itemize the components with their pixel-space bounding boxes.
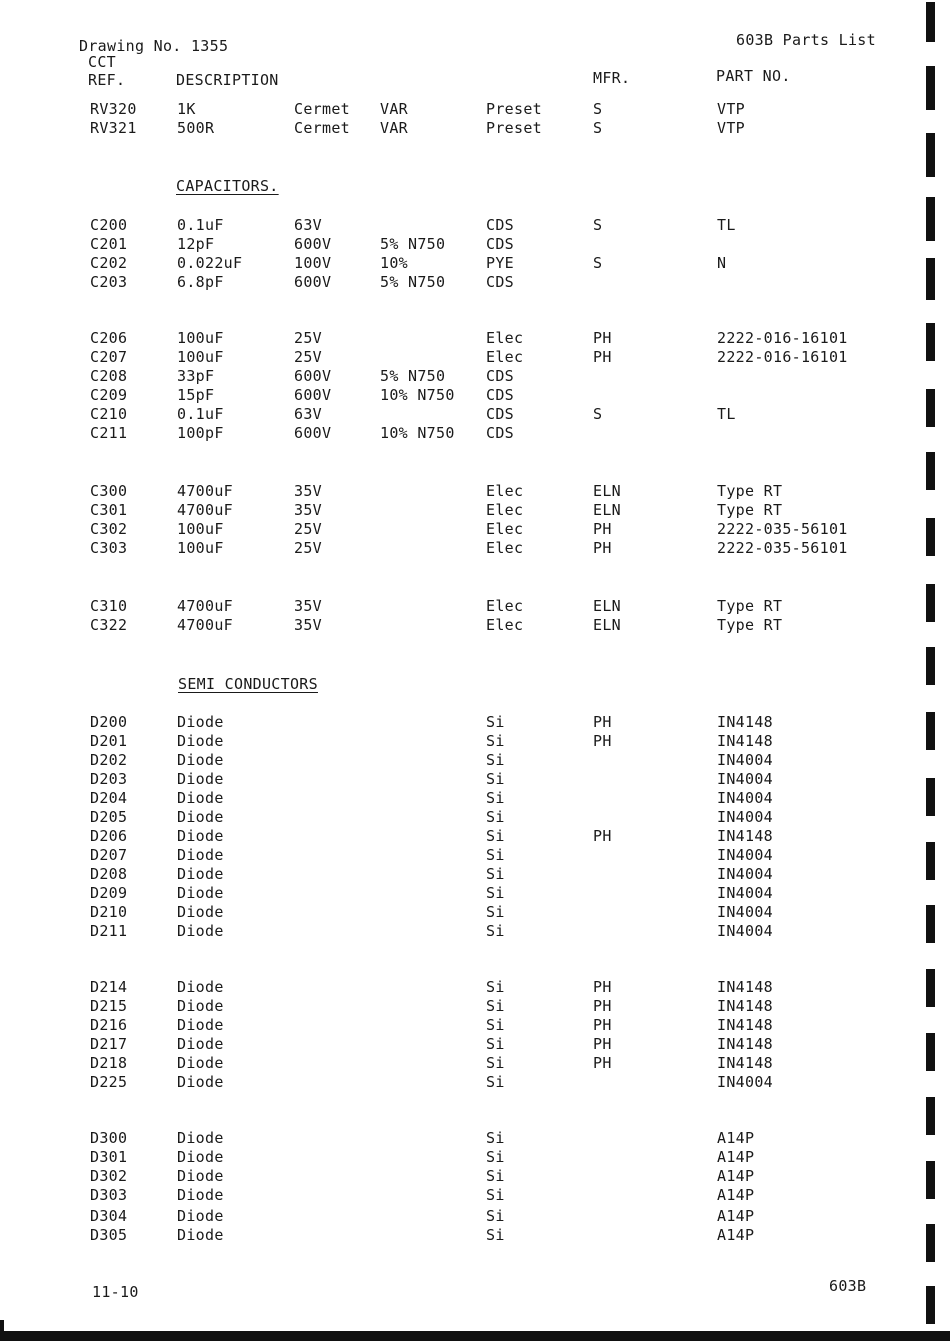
ref-cell: D304 [90, 1207, 128, 1225]
rating-cell: 600V [294, 235, 332, 253]
ref-cell: D305 [90, 1226, 128, 1244]
part-number-cell: A14P [717, 1186, 755, 1204]
part-number-cell: A14P [717, 1207, 755, 1225]
tolerance-cell: 5% N750 [380, 273, 446, 291]
table-row [0, 501, 900, 520]
type-cell: Si [486, 1129, 505, 1147]
mfr-cell: ELN [593, 482, 621, 500]
tolerance-cell: 10% [380, 254, 408, 272]
description-cell: 0.1uF [177, 216, 224, 234]
table-row [0, 386, 900, 405]
rating-cell: 600V [294, 386, 332, 404]
table-row [0, 482, 900, 501]
margin-bar [926, 1097, 935, 1135]
type-cell: Si [486, 770, 505, 788]
margin-bar [926, 133, 935, 177]
description-cell: 0.1uF [177, 405, 224, 423]
type-cell: Si [486, 1016, 505, 1034]
ref-cell: D205 [90, 808, 128, 826]
mfr-cell: PH [593, 348, 612, 366]
rating-cell: 600V [294, 424, 332, 442]
rating-cell: 600V [294, 273, 332, 291]
mfr-cell: ELN [593, 501, 621, 519]
drawing-number: Drawing No. 1355 [79, 37, 229, 55]
mfr-cell: PH [593, 713, 612, 731]
margin-bar [926, 66, 935, 110]
ref-cell: C210 [90, 405, 128, 423]
type-cell: PYE [486, 254, 514, 272]
ref-cell: C303 [90, 539, 128, 557]
description-cell: Diode [177, 846, 224, 864]
ref-cell: RV320 [90, 100, 137, 118]
ref-cell: C300 [90, 482, 128, 500]
ref-cell: D216 [90, 1016, 128, 1034]
description-cell: Diode [177, 884, 224, 902]
description-cell: Diode [177, 1054, 224, 1072]
model-number: 603B [829, 1277, 867, 1295]
ref-cell: D215 [90, 997, 128, 1015]
ref-cell: C209 [90, 386, 128, 404]
description-cell: 4700uF [177, 482, 233, 500]
type-cell: Si [486, 978, 505, 996]
margin-bar [926, 323, 935, 361]
table-row [0, 273, 900, 292]
type-cell: Si [486, 865, 505, 883]
margin-bar [926, 905, 935, 943]
parts-list-title: 603B Parts List [736, 31, 876, 49]
page-number: 11-10 [92, 1283, 139, 1301]
part-number-cell: IN4148 [717, 732, 773, 750]
description-cell: 100uF [177, 539, 224, 557]
description-cell: Diode [177, 1035, 224, 1053]
table-row [0, 367, 900, 386]
ref-cell: D201 [90, 732, 128, 750]
part-number-cell: IN4004 [717, 903, 773, 921]
part-number-cell: VTP [717, 119, 745, 137]
table-row [0, 1167, 900, 1186]
type-cell: Si [486, 903, 505, 921]
tolerance-cell: 10% N750 [380, 386, 455, 404]
margin-bar [926, 1033, 935, 1071]
part-number-cell: 2222-035-56101 [717, 539, 848, 557]
mfr-cell: S [593, 100, 603, 118]
mfr-cell: PH [593, 978, 612, 996]
type-cell: Elec [486, 616, 524, 634]
type-cell: Si [486, 1207, 505, 1225]
ref-cell: D218 [90, 1054, 128, 1072]
type-cell: Elec [486, 539, 524, 557]
part-number-cell: TL [717, 405, 736, 423]
mfr-cell: S [593, 216, 603, 234]
ref-cell: D302 [90, 1167, 128, 1185]
ref-cell: D200 [90, 713, 128, 731]
type-cell: Elec [486, 329, 524, 347]
part-number-cell: IN4148 [717, 978, 773, 996]
table-row [0, 119, 900, 138]
part-number-cell: IN4004 [717, 808, 773, 826]
rating-cell: 100V [294, 254, 332, 272]
part-number-cell: A14P [717, 1129, 755, 1147]
rating-cell: 25V [294, 348, 322, 366]
margin-bar [926, 1286, 935, 1324]
rating-cell: 63V [294, 216, 322, 234]
ref-cell: C200 [90, 216, 128, 234]
margin-bar [926, 452, 935, 490]
part-number-cell: A14P [717, 1226, 755, 1244]
ref-cell: C206 [90, 329, 128, 347]
margin-bar [926, 389, 935, 427]
table-row [0, 616, 900, 635]
part-number-cell: IN4004 [717, 770, 773, 788]
rating-cell: 35V [294, 501, 322, 519]
part-number-cell: IN4148 [717, 827, 773, 845]
ref-cell: RV321 [90, 119, 137, 137]
part-number-cell: Type RT [717, 501, 783, 519]
description-cell: 1K [177, 100, 196, 118]
description-cell: 4700uF [177, 616, 233, 634]
description-cell: Diode [177, 789, 224, 807]
rating-cell: Cermet [294, 119, 350, 137]
description-cell: Diode [177, 732, 224, 750]
table-row [0, 1186, 900, 1205]
ref-cell: D303 [90, 1186, 128, 1204]
description-cell: Diode [177, 1207, 224, 1225]
margin-bar [926, 1161, 935, 1199]
section-heading-capacitors: CAPACITORS. [176, 177, 279, 195]
table-row [0, 405, 900, 424]
type-cell: CDS [486, 424, 514, 442]
mfr-cell: PH [593, 1054, 612, 1072]
table-row [0, 1035, 900, 1054]
rating-cell: 35V [294, 482, 322, 500]
ref-cell: D203 [90, 770, 128, 788]
type-cell: Si [486, 1148, 505, 1166]
type-cell: Elec [486, 520, 524, 538]
table-row [0, 846, 900, 865]
table-row [0, 254, 900, 273]
part-number-cell: IN4148 [717, 1016, 773, 1034]
part-number-cell: 2222-035-56101 [717, 520, 848, 538]
margin-bar [926, 969, 935, 1007]
mfr-cell: PH [593, 329, 612, 347]
description-cell: Diode [177, 978, 224, 996]
ref-cell: C310 [90, 597, 128, 615]
table-row [0, 1054, 900, 1073]
mfr-cell: PH [593, 539, 612, 557]
column-header-part-no: PART NO. [716, 67, 791, 85]
table-row [0, 789, 900, 808]
part-number-cell: IN4004 [717, 1073, 773, 1091]
ref-cell: D214 [90, 978, 128, 996]
column-header-cct: CCT [88, 53, 116, 71]
rating-cell: 35V [294, 597, 322, 615]
part-number-cell: N [717, 254, 727, 272]
table-row [0, 978, 900, 997]
table-row [0, 1016, 900, 1035]
type-cell: Si [486, 827, 505, 845]
mfr-cell: PH [593, 520, 612, 538]
type-cell: Si [486, 751, 505, 769]
tolerance-cell: 5% N750 [380, 367, 446, 385]
type-cell: Si [486, 732, 505, 750]
table-row [0, 1207, 900, 1226]
tolerance-cell: VAR [380, 100, 408, 118]
margin-bar [926, 584, 935, 622]
part-number-cell: IN4148 [717, 1035, 773, 1053]
edge-mark [0, 1320, 4, 1341]
table-row [0, 751, 900, 770]
table-row [0, 100, 900, 119]
type-cell: Elec [486, 501, 524, 519]
type-cell: Si [486, 1226, 505, 1244]
ref-cell: D211 [90, 922, 128, 940]
rating-cell: 600V [294, 367, 332, 385]
ref-cell: C201 [90, 235, 128, 253]
mfr-cell: PH [593, 997, 612, 1015]
tolerance-cell: 10% N750 [380, 424, 455, 442]
table-row [0, 770, 900, 789]
part-number-cell: A14P [717, 1167, 755, 1185]
part-number-cell: IN4004 [717, 922, 773, 940]
table-row [0, 424, 900, 443]
description-cell: Diode [177, 808, 224, 826]
mfr-cell: PH [593, 827, 612, 845]
description-cell: 100pF [177, 424, 224, 442]
table-row [0, 348, 900, 367]
type-cell: Si [486, 1073, 505, 1091]
type-cell: Si [486, 922, 505, 940]
type-cell: Si [486, 1054, 505, 1072]
margin-bar [926, 778, 935, 816]
rating-cell: 63V [294, 405, 322, 423]
description-cell: 100uF [177, 348, 224, 366]
table-row [0, 865, 900, 884]
ref-cell: C322 [90, 616, 128, 634]
ref-cell: D207 [90, 846, 128, 864]
type-cell: Si [486, 789, 505, 807]
table-row [0, 922, 900, 941]
part-number-cell: A14P [717, 1148, 755, 1166]
rating-cell: 35V [294, 616, 322, 634]
type-cell: Si [486, 1167, 505, 1185]
table-row [0, 235, 900, 254]
description-cell: Diode [177, 827, 224, 845]
margin-bar [926, 647, 935, 685]
table-row [0, 520, 900, 539]
description-cell: Diode [177, 1186, 224, 1204]
table-row [0, 1129, 900, 1148]
ref-cell: C203 [90, 273, 128, 291]
description-cell: 100uF [177, 520, 224, 538]
ref-cell: D225 [90, 1073, 128, 1091]
part-number-cell: VTP [717, 100, 745, 118]
margin-bar [926, 197, 935, 241]
margin-bar [926, 712, 935, 750]
description-cell: 4700uF [177, 597, 233, 615]
part-number-cell: Type RT [717, 616, 783, 634]
bottom-rule [0, 1331, 950, 1341]
ref-cell: D204 [90, 789, 128, 807]
table-row [0, 1226, 900, 1245]
ref-cell: D206 [90, 827, 128, 845]
description-cell: 15pF [177, 386, 215, 404]
table-row [0, 808, 900, 827]
table-row [0, 1148, 900, 1167]
section-heading-semiconductors: SEMI CONDUCTORS [178, 675, 318, 693]
ref-cell: C208 [90, 367, 128, 385]
type-cell: Si [486, 997, 505, 1015]
description-cell: 4700uF [177, 501, 233, 519]
rating-cell: 25V [294, 520, 322, 538]
table-row [0, 903, 900, 922]
type-cell: CDS [486, 367, 514, 385]
description-cell: Diode [177, 1016, 224, 1034]
margin-bar [926, 258, 935, 300]
ref-cell: D217 [90, 1035, 128, 1053]
description-cell: Diode [177, 713, 224, 731]
type-cell: Si [486, 713, 505, 731]
description-cell: Diode [177, 1148, 224, 1166]
mfr-cell: S [593, 405, 603, 423]
description-cell: Diode [177, 997, 224, 1015]
type-cell: Elec [486, 482, 524, 500]
mfr-cell: PH [593, 732, 612, 750]
mfr-cell: S [593, 119, 603, 137]
table-row [0, 1073, 900, 1092]
part-number-cell: IN4004 [717, 751, 773, 769]
type-cell: Elec [486, 597, 524, 615]
type-cell: CDS [486, 405, 514, 423]
table-row [0, 713, 900, 732]
description-cell: Diode [177, 1073, 224, 1091]
type-cell: Preset [486, 100, 542, 118]
margin-bar [926, 518, 935, 556]
description-cell: Diode [177, 1226, 224, 1244]
type-cell: CDS [486, 216, 514, 234]
type-cell: Si [486, 808, 505, 826]
description-cell: 33pF [177, 367, 215, 385]
type-cell: CDS [486, 386, 514, 404]
ref-cell: D202 [90, 751, 128, 769]
description-cell: 100uF [177, 329, 224, 347]
column-header-description: DESCRIPTION [176, 71, 279, 89]
rating-cell: 25V [294, 329, 322, 347]
type-cell: Preset [486, 119, 542, 137]
ref-cell: C202 [90, 254, 128, 272]
tolerance-cell: VAR [380, 119, 408, 137]
description-cell: Diode [177, 770, 224, 788]
table-row [0, 539, 900, 558]
part-number-cell: IN4148 [717, 713, 773, 731]
description-cell: Diode [177, 865, 224, 883]
mfr-cell: ELN [593, 597, 621, 615]
ref-cell: C207 [90, 348, 128, 366]
ref-cell: C302 [90, 520, 128, 538]
part-number-cell: IN4148 [717, 1054, 773, 1072]
mfr-cell: S [593, 254, 603, 272]
description-cell: Diode [177, 903, 224, 921]
type-cell: Si [486, 1035, 505, 1053]
ref-cell: D209 [90, 884, 128, 902]
margin-bar [926, 842, 935, 880]
type-cell: CDS [486, 273, 514, 291]
description-cell: Diode [177, 1129, 224, 1147]
part-number-cell: IN4004 [717, 846, 773, 864]
rating-cell: 25V [294, 539, 322, 557]
table-row [0, 329, 900, 348]
part-number-cell: IN4004 [717, 884, 773, 902]
part-number-cell: 2222-016-16101 [717, 348, 848, 366]
description-cell: Diode [177, 751, 224, 769]
type-cell: Elec [486, 348, 524, 366]
type-cell: Si [486, 1186, 505, 1204]
type-cell: Si [486, 846, 505, 864]
margin-bar [926, 2, 935, 42]
table-row [0, 827, 900, 846]
table-row [0, 597, 900, 616]
column-header-mfr: MFR. [593, 69, 631, 87]
ref-cell: D208 [90, 865, 128, 883]
part-number-cell: Type RT [717, 482, 783, 500]
description-cell: 12pF [177, 235, 215, 253]
part-number-cell: 2222-016-16101 [717, 329, 848, 347]
table-row [0, 997, 900, 1016]
ref-cell: C211 [90, 424, 128, 442]
description-cell: Diode [177, 922, 224, 940]
description-cell: Diode [177, 1167, 224, 1185]
part-number-cell: TL [717, 216, 736, 234]
ref-cell: D300 [90, 1129, 128, 1147]
part-number-cell: IN4148 [717, 997, 773, 1015]
part-number-cell: IN4004 [717, 865, 773, 883]
ref-cell: C301 [90, 501, 128, 519]
ref-cell: D210 [90, 903, 128, 921]
type-cell: Si [486, 884, 505, 902]
part-number-cell: Type RT [717, 597, 783, 615]
table-row [0, 216, 900, 235]
ref-cell: D301 [90, 1148, 128, 1166]
mfr-cell: ELN [593, 616, 621, 634]
mfr-cell: PH [593, 1016, 612, 1034]
column-header-ref: REF. [88, 71, 126, 89]
type-cell: CDS [486, 235, 514, 253]
description-cell: 6.8pF [177, 273, 224, 291]
rating-cell: Cermet [294, 100, 350, 118]
margin-bar [926, 1224, 935, 1262]
table-row [0, 732, 900, 751]
description-cell: 0.022uF [177, 254, 243, 272]
tolerance-cell: 5% N750 [380, 235, 446, 253]
part-number-cell: IN4004 [717, 789, 773, 807]
mfr-cell: PH [593, 1035, 612, 1053]
table-row [0, 884, 900, 903]
description-cell: 500R [177, 119, 215, 137]
